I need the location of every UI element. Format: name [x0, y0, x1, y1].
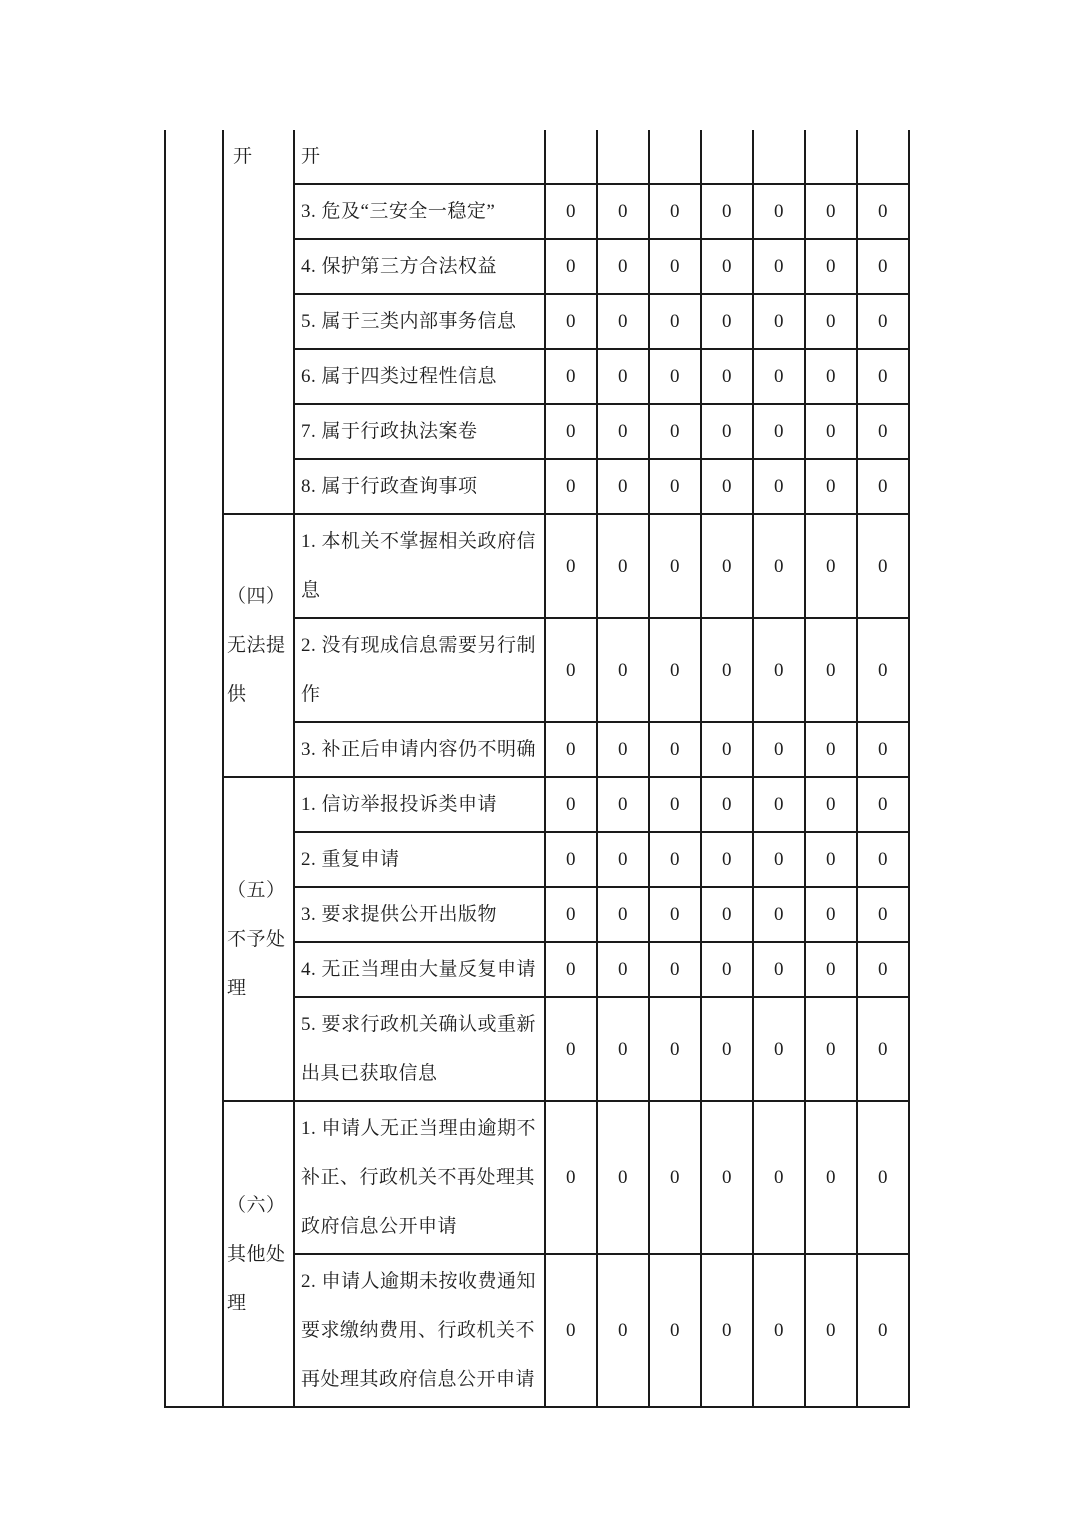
value-cell: 0	[545, 722, 597, 777]
value-cell: 0	[597, 459, 649, 514]
value-cell: 0	[701, 618, 753, 722]
value-cell: 0	[701, 404, 753, 459]
section-four-unable-to-provide-label: （四）无法提供	[223, 514, 294, 777]
value-cell: 0	[545, 1254, 597, 1407]
value-cell: 0	[649, 997, 701, 1101]
value-cell: 0	[701, 942, 753, 997]
section-continued-label: 开	[223, 130, 294, 514]
value-cell: 0	[857, 1254, 909, 1407]
table-row	[165, 130, 909, 184]
table-row	[165, 1101, 909, 1254]
value-cell: 0	[545, 459, 597, 514]
value-cell: 0	[753, 459, 805, 514]
value-cell: 0	[857, 404, 909, 459]
row-label: 5. 要求行政机关确认或重新出具已获取信息	[294, 997, 545, 1101]
row-label: 1. 本机关不掌握相关政府信息	[294, 514, 545, 618]
row-label: 6. 属于四类过程性信息	[294, 349, 545, 404]
row-label: 3. 危及“三安全一稳定”	[294, 184, 545, 239]
value-cell: 0	[545, 777, 597, 832]
value-cell: 0	[597, 722, 649, 777]
value-cell: 0	[545, 514, 597, 618]
row-label: 1. 申请人无正当理由逾期不补正、行政机关不再处理其政府信息公开申请	[294, 1101, 545, 1254]
value-cell: 0	[701, 1101, 753, 1254]
value-cell: 0	[857, 1101, 909, 1254]
value-cell: 0	[753, 404, 805, 459]
value-cell	[701, 130, 753, 184]
value-cell: 0	[805, 404, 857, 459]
value-cell: 0	[545, 184, 597, 239]
row-label: 2. 申请人逾期未按收费通知要求缴纳费用、行政机关不再处理其政府信息公开申请	[294, 1254, 545, 1407]
table-row	[165, 777, 909, 832]
value-cell: 0	[649, 1101, 701, 1254]
value-cell	[857, 130, 909, 184]
value-cell: 0	[805, 832, 857, 887]
value-cell: 0	[545, 832, 597, 887]
value-cell: 0	[597, 239, 649, 294]
value-cell: 0	[649, 777, 701, 832]
value-cell: 0	[805, 1101, 857, 1254]
value-cell: 0	[649, 1254, 701, 1407]
value-cell: 0	[597, 184, 649, 239]
value-cell: 0	[857, 942, 909, 997]
value-cell	[649, 130, 701, 184]
value-cell: 0	[701, 997, 753, 1101]
value-cell: 0	[701, 777, 753, 832]
value-cell: 0	[857, 777, 909, 832]
row-label: 7. 属于行政执法案卷	[294, 404, 545, 459]
value-cell: 0	[597, 514, 649, 618]
value-cell: 0	[649, 459, 701, 514]
value-cell: 0	[649, 722, 701, 777]
section-six-other-handling-label: （六）其他处理	[223, 1101, 294, 1407]
value-cell: 0	[649, 832, 701, 887]
value-cell: 0	[701, 832, 753, 887]
value-cell: 0	[701, 722, 753, 777]
value-cell: 0	[805, 997, 857, 1101]
value-cell: 0	[753, 887, 805, 942]
value-cell: 0	[857, 832, 909, 887]
value-cell: 0	[597, 1101, 649, 1254]
value-cell: 0	[649, 349, 701, 404]
value-cell: 0	[545, 1101, 597, 1254]
value-cell: 0	[805, 514, 857, 618]
value-cell	[753, 130, 805, 184]
row-label: 3. 补正后申请内容仍不明确	[294, 722, 545, 777]
value-cell: 0	[649, 404, 701, 459]
value-cell: 0	[649, 294, 701, 349]
value-cell: 0	[857, 459, 909, 514]
value-cell: 0	[805, 618, 857, 722]
value-cell: 0	[753, 239, 805, 294]
value-cell: 0	[701, 239, 753, 294]
value-cell: 0	[753, 184, 805, 239]
value-cell: 0	[857, 997, 909, 1101]
value-cell: 0	[701, 294, 753, 349]
value-cell: 0	[701, 184, 753, 239]
value-cell: 0	[753, 722, 805, 777]
value-cell: 0	[649, 514, 701, 618]
value-cell: 0	[805, 887, 857, 942]
value-cell: 0	[597, 404, 649, 459]
row-label: 1. 信访举报投诉类申请	[294, 777, 545, 832]
value-cell: 0	[597, 618, 649, 722]
disclosure-table-body	[165, 130, 909, 1407]
value-cell: 0	[857, 618, 909, 722]
value-cell: 0	[545, 618, 597, 722]
value-cell: 0	[753, 618, 805, 722]
row-label: 3. 要求提供公开出版物	[294, 887, 545, 942]
value-cell: 0	[753, 942, 805, 997]
value-cell: 0	[597, 777, 649, 832]
value-cell: 0	[597, 349, 649, 404]
value-cell: 0	[805, 942, 857, 997]
value-cell: 0	[701, 1254, 753, 1407]
row-label: 8. 属于行政查询事项	[294, 459, 545, 514]
value-cell: 0	[649, 942, 701, 997]
row-label: 5. 属于三类内部事务信息	[294, 294, 545, 349]
value-cell: 0	[805, 184, 857, 239]
value-cell: 0	[701, 349, 753, 404]
value-cell: 0	[597, 942, 649, 997]
value-cell: 0	[753, 777, 805, 832]
value-cell: 0	[805, 722, 857, 777]
value-cell: 0	[597, 887, 649, 942]
value-cell: 0	[753, 514, 805, 618]
value-cell: 0	[753, 1101, 805, 1254]
value-cell: 0	[805, 294, 857, 349]
value-cell: 0	[805, 459, 857, 514]
value-cell: 0	[545, 942, 597, 997]
value-cell: 0	[597, 832, 649, 887]
value-cell: 0	[805, 1254, 857, 1407]
value-cell: 0	[753, 349, 805, 404]
row-label: 4. 保护第三方合法权益	[294, 239, 545, 294]
value-cell: 0	[805, 349, 857, 404]
value-cell: 0	[545, 404, 597, 459]
value-cell: 0	[857, 722, 909, 777]
value-cell: 0	[649, 618, 701, 722]
value-cell: 0	[649, 887, 701, 942]
row-label: 开	[294, 130, 545, 184]
value-cell: 0	[857, 184, 909, 239]
value-cell: 0	[805, 239, 857, 294]
value-cell: 0	[545, 349, 597, 404]
row-label: 4. 无正当理由大量反复申请	[294, 942, 545, 997]
value-cell: 0	[753, 832, 805, 887]
value-cell: 0	[545, 887, 597, 942]
value-cell: 0	[857, 514, 909, 618]
value-cell	[545, 130, 597, 184]
value-cell: 0	[753, 1254, 805, 1407]
disclosure-report-table	[164, 130, 910, 1408]
value-cell: 0	[649, 184, 701, 239]
value-cell: 0	[857, 239, 909, 294]
value-cell: 0	[649, 239, 701, 294]
value-cell: 0	[857, 294, 909, 349]
row-label: 2. 没有现成信息需要另行制作	[294, 618, 545, 722]
value-cell: 0	[545, 239, 597, 294]
value-cell: 0	[701, 514, 753, 618]
section-five-not-processed-label: （五）不予处理	[223, 777, 294, 1101]
value-cell: 0	[597, 997, 649, 1101]
value-cell: 0	[701, 459, 753, 514]
outer-section-cell	[165, 130, 223, 1407]
table-row	[165, 514, 909, 618]
value-cell: 0	[805, 777, 857, 832]
value-cell: 0	[701, 887, 753, 942]
value-cell: 0	[545, 997, 597, 1101]
value-cell: 0	[753, 997, 805, 1101]
value-cell: 0	[753, 294, 805, 349]
value-cell	[597, 130, 649, 184]
value-cell: 0	[857, 887, 909, 942]
value-cell: 0	[857, 349, 909, 404]
value-cell	[805, 130, 857, 184]
row-label: 2. 重复申请	[294, 832, 545, 887]
value-cell: 0	[545, 294, 597, 349]
value-cell: 0	[597, 1254, 649, 1407]
value-cell: 0	[597, 294, 649, 349]
